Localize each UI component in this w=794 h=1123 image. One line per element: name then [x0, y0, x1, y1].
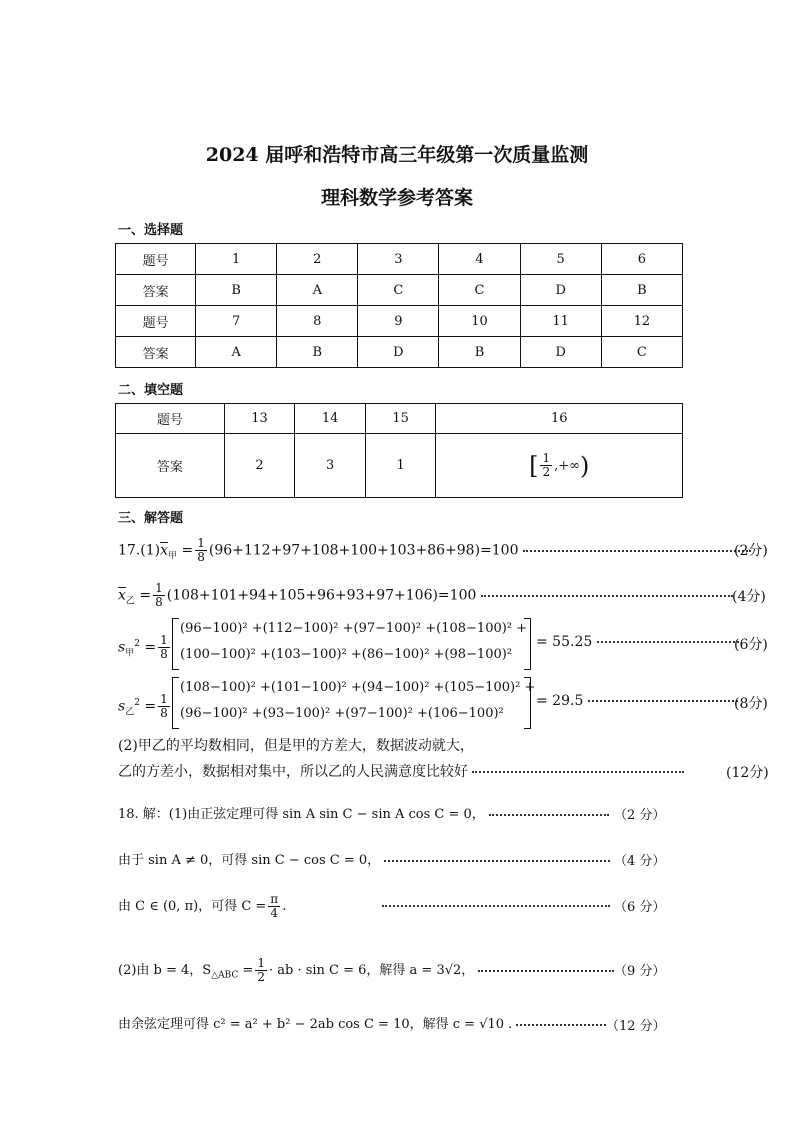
- fill-header-cell: 题号: [116, 404, 225, 434]
- choice-cell: B: [601, 275, 682, 306]
- fill-answer-cell: 2: [224, 434, 295, 498]
- q17-score-1: (2分): [734, 543, 768, 559]
- q18-line4: (2)由 b = 4，$S_{\triangle ABC}$ = $\frac{1}{2}$ · ab · sin C = 6，解得 a = 3√2，: [118, 957, 614, 984]
- fill-header-cell: 14: [295, 404, 366, 434]
- choice-cell: B: [277, 337, 358, 368]
- choice-cell: 9: [358, 306, 439, 337]
- choice-row-label: 题号: [116, 244, 196, 275]
- choice-cell: B: [439, 337, 520, 368]
- q17-score-4: (8分): [734, 696, 768, 712]
- choice-table-row: [116, 337, 683, 368]
- choice-cell: B: [196, 275, 277, 306]
- q18-score-4: （9 分）: [614, 964, 666, 979]
- q18-score-3: （6 分）: [614, 900, 666, 915]
- choice-cell: 6: [601, 244, 682, 275]
- q18-score-5: （12 分）: [606, 1019, 666, 1034]
- choice-cell: 8: [277, 306, 358, 337]
- choice-cell: 1: [196, 244, 277, 275]
- q17-var-jia-row2: (100−100)² +(103−100)² +(86−100)² +(98−100)²: [180, 647, 513, 662]
- choice-cell: D: [358, 337, 439, 368]
- q17-var-jia-result: = 55.25: [536, 634, 739, 650]
- choice-cell: 3: [358, 244, 439, 275]
- q17-var-jia-label: $s_甲^2$ = $\frac{1}{8}$: [118, 633, 168, 661]
- q17-line2: $\overline{x}_乙$ = $\frac{1}{8}$ (108+101+94+105+96+93+97+106)=100: [118, 582, 733, 609]
- section-fill: 二、填空题: [118, 383, 184, 398]
- choice-table-row: [116, 244, 683, 275]
- q18-line3: 由 C ∈ (0, π)，可得 C = $\frac{\pi}{4}$ .: [118, 892, 287, 920]
- fill-answer-cell: 3: [295, 434, 366, 498]
- q17-score-3: (6分): [734, 637, 768, 653]
- choice-row-label: 答案: [116, 275, 196, 306]
- choice-cell: 11: [520, 306, 601, 337]
- choice-cell: 10: [439, 306, 520, 337]
- bracket-right: [524, 618, 531, 670]
- q18-score-1: （2 分）: [614, 808, 666, 823]
- q17-score-2: (4分): [732, 589, 766, 605]
- section-choice: 一、选择题: [118, 223, 184, 238]
- choice-table-row: [116, 306, 683, 337]
- fill-answer-label: 答案: [116, 434, 225, 498]
- choice-cell: A: [196, 337, 277, 368]
- q17-var-yi-row2: (96−100)² +(93−100)² +(97−100)² +(106−100)²: [180, 706, 504, 721]
- choice-cell: 4: [439, 244, 520, 275]
- q18-line1: 18. 解：(1)由正弦定理可得 sin A sin C − sin A cos C = 0，: [118, 803, 609, 822]
- choice-row-label: 答案: [116, 337, 196, 368]
- q17-part2-line2: 乙的方差小，数据相对集中，所以乙的人民满意度比较好: [118, 761, 684, 781]
- q17-var-yi-result: = 29.5: [536, 693, 738, 709]
- q17-part2-line1: (2)甲乙的平均数相同，但是甲的方差大，数据波动就大，: [118, 738, 474, 754]
- choice-cell: C: [439, 275, 520, 306]
- choice-cell: C: [601, 337, 682, 368]
- q18-line2: 由于 sin A ≠ 0，可得 sin C − cos C = 0，: [118, 849, 610, 868]
- choice-cell: C: [358, 275, 439, 306]
- bracket-left: [172, 677, 179, 729]
- bracket-left: [172, 618, 179, 670]
- choice-cell: 5: [520, 244, 601, 275]
- choice-cell: 12: [601, 306, 682, 337]
- choice-cell: A: [277, 275, 358, 306]
- fill-table: [115, 403, 683, 498]
- choice-cell: D: [520, 337, 601, 368]
- q17-score-5: (12分): [726, 765, 769, 781]
- fill-answer-16: [ $\frac{1}{2}$ ,+∞): [436, 434, 683, 498]
- choice-cell: 2: [277, 244, 358, 275]
- fill-header-cell: 13: [224, 404, 295, 434]
- fill-answer-cell: 1: [365, 434, 436, 498]
- q17-var-yi-label: $s_乙^2$ = $\frac{1}{8}$: [118, 692, 168, 720]
- q17-var-jia-row1: (96−100)² +(112−100)² +(97−100)² +(108−100)² +: [180, 621, 528, 636]
- page-subtitle: 理科数学参考答案: [320, 187, 473, 209]
- page-title: 2024 届呼和浩特市高三年级第一次质量监测: [205, 144, 589, 166]
- choice-table-row: [116, 275, 683, 306]
- q18-score-2: （4 分）: [614, 854, 666, 869]
- choice-row-label: 题号: [116, 306, 196, 337]
- q17-var-yi-row1: (108−100)² +(101−100)² +(94−100)² +(105−100)² +: [180, 680, 536, 695]
- fill-header-cell: 15: [365, 404, 436, 434]
- q18-line5: 由余弦定理可得 c² = a² + b² − 2ab cos C = 10，解得 c = √10 .: [118, 1013, 606, 1032]
- choice-table: [115, 243, 683, 368]
- bracket-right: [524, 677, 531, 729]
- q17-line1: $17.(1)\overline{x}_甲$ = $\frac{1}{8}$ (96+112+97+108+100+103+86+98)=100: [118, 537, 751, 564]
- choice-cell: D: [520, 275, 601, 306]
- q18-line3-leader: [382, 898, 610, 914]
- section-solve: 三、解答题: [118, 511, 184, 526]
- choice-cell: 7: [196, 306, 277, 337]
- fill-header-cell: 16: [436, 404, 683, 434]
